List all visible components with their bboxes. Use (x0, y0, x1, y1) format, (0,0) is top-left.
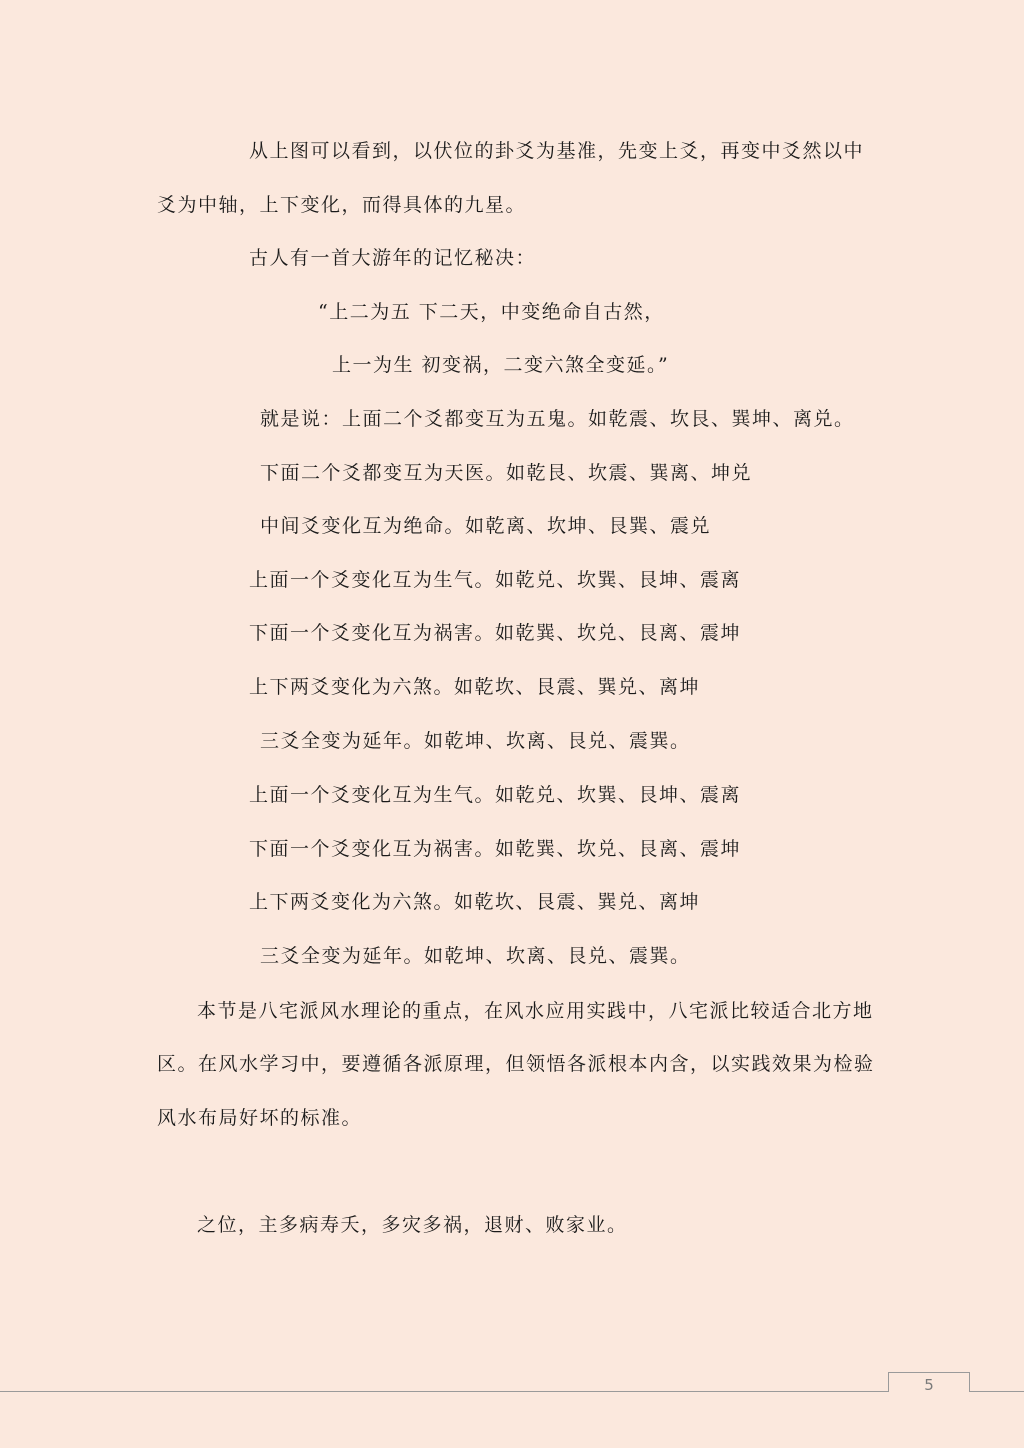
footer-rule (0, 1391, 888, 1392)
paragraph-line: 区。在风水学习中，要遵循各派原理，但领悟各派根本内含，以实践效果为检验 (157, 1053, 875, 1075)
paragraph-line: 从上图可以看到，以伏位的卦爻为基准，先变上爻，再变中爻然以中 (249, 140, 865, 162)
paragraph-line: 之位，主多病寿夭，多灾多祸，退财、败家业。 (197, 1214, 628, 1236)
paragraph-line: 下面一个爻变化互为祸害。如乾巽、坎兑、艮离、震坤 (249, 838, 742, 860)
paragraph-line: 上面一个爻变化互为生气。如乾兑、坎巽、艮坤、震离 (249, 569, 742, 591)
paragraph-line: 就是说：上面二个爻都变互为五鬼。如乾震、坎艮、巽坤、离兑。 (260, 408, 855, 430)
paragraph-line: 风水布局好坏的标准。 (157, 1107, 363, 1129)
paragraph-line: 上面一个爻变化互为生气。如乾兑、坎巽、艮坤、震离 (249, 784, 742, 806)
paragraph-line: 本节是八宅派风水理论的重点，在风水应用实践中，八宅派比较适合北方地 (197, 1000, 874, 1022)
paragraph-line: 下面二个爻都变互为天医。如乾艮、坎震、巽离、坤兑 (260, 462, 753, 484)
footer-rule-right (969, 1391, 1024, 1392)
page-number: 5 (924, 1376, 934, 1394)
paragraph-line: 爻为中轴，上下变化，而得具体的九星。 (157, 194, 527, 216)
paragraph-line: 上下两爻变化为六煞。如乾坎、艮震、巽兑、离坤 (249, 891, 701, 913)
paragraph-line: 三爻全变为延年。如乾坤、坎离、艮兑、震巽。 (260, 730, 691, 752)
paragraph-line: 中间爻变化互为绝命。如乾离、坎坤、艮巽、震兑 (260, 515, 712, 537)
paragraph-line: 下面一个爻变化互为祸害。如乾巽、坎兑、艮离、震坤 (249, 622, 742, 644)
paragraph-line: 三爻全变为延年。如乾坤、坎离、艮兑、震巽。 (260, 945, 691, 967)
paragraph-line: 古人有一首大游年的记忆秘决： (249, 247, 537, 269)
verse-line: 上一为生 初变祸，二变六煞全变延。” (332, 354, 670, 376)
paragraph-line: 上下两爻变化为六煞。如乾坎、艮震、巽兑、离坤 (249, 676, 701, 698)
verse-line: “上二为五 下二天，中变绝命自古然， (318, 301, 665, 323)
